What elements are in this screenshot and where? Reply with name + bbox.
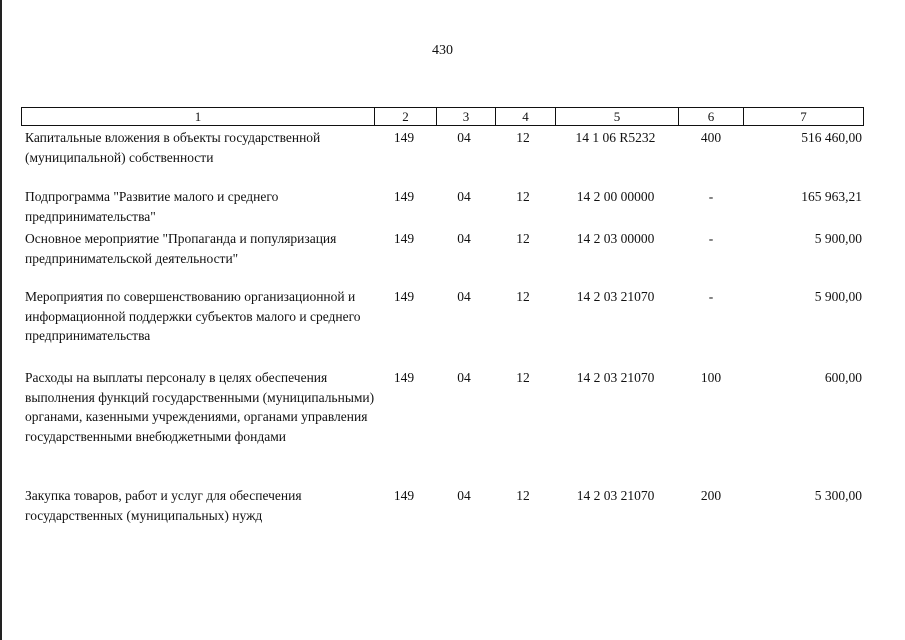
header-col-2: 2 <box>375 108 437 125</box>
row-name: Расходы на выплаты персоналу в целях обеспечения выполнения функций государственными (муниципальными) органами, казенными учреждениями, органами управления государственными внебюджетными фондами <box>25 370 375 444</box>
header-col-3: 3 <box>437 108 496 125</box>
row-target-article: 14 2 03 21070 <box>576 370 655 385</box>
row-subsection: 12 <box>516 370 530 385</box>
page-number: 430 <box>432 43 453 58</box>
row-name: Основное мероприятие "Пропаганда и популяризация предпринимательской деятельности" <box>25 231 337 266</box>
row-grbs: 149 <box>393 130 415 145</box>
table-header <box>21 107 864 126</box>
row-expense-type: 100 <box>700 370 722 385</box>
row-target-article: 14 2 03 00000 <box>576 231 655 246</box>
row-target-article: 14 2 03 21070 <box>576 488 655 503</box>
header-col-4: 4 <box>496 108 556 125</box>
row-grbs: 149 <box>393 370 415 385</box>
row-section: 04 <box>457 488 471 503</box>
row-expense-type: 400 <box>700 130 722 145</box>
row-name: Закупка товаров, работ и услуг для обеспечения государственных (муниципальных) нужд <box>25 488 302 523</box>
header-col-6: 6 <box>679 108 744 125</box>
row-section: 04 <box>457 231 471 246</box>
page-left-border <box>0 0 2 640</box>
row-sum: 165 963,21 <box>801 189 862 204</box>
row-sum: 516 460,00 <box>801 130 862 145</box>
row-section: 04 <box>457 189 471 204</box>
row-target-article: 14 1 06 R5232 <box>575 130 656 145</box>
row-expense-type: - <box>708 289 714 304</box>
row-expense-type: - <box>708 231 714 246</box>
row-grbs: 149 <box>393 231 415 246</box>
header-col-1: 1 <box>22 108 375 125</box>
row-sum: 5 300,00 <box>814 488 862 503</box>
row-section: 04 <box>457 289 471 304</box>
row-name: Мероприятия по совершенствованию организационной и информационной поддержки субъектов малого и среднего предпринимательства <box>25 289 361 343</box>
row-grbs: 149 <box>393 289 415 304</box>
row-sum: 5 900,00 <box>814 231 862 246</box>
row-target-article: 14 2 03 21070 <box>576 289 655 304</box>
row-sum: 600,00 <box>824 370 862 385</box>
row-subsection: 12 <box>516 189 530 204</box>
header-col-5: 5 <box>556 108 679 125</box>
row-subsection: 12 <box>516 130 530 145</box>
row-name: Капитальные вложения в объекты государственной (муниципальной) собственности <box>25 130 321 165</box>
row-subsection: 12 <box>516 289 530 304</box>
row-expense-type: - <box>708 189 714 204</box>
row-subsection: 12 <box>516 488 530 503</box>
row-sum: 5 900,00 <box>814 289 862 304</box>
row-section: 04 <box>457 130 471 145</box>
row-expense-type: 200 <box>700 488 722 503</box>
row-section: 04 <box>457 370 471 385</box>
row-grbs: 149 <box>393 488 415 503</box>
header-col-7: 7 <box>800 109 807 124</box>
row-subsection: 12 <box>516 231 530 246</box>
row-name: Подпрограмма "Развитие малого и среднего предпринимательства" <box>25 189 279 224</box>
row-grbs: 149 <box>393 189 415 204</box>
row-target-article: 14 2 00 00000 <box>576 189 655 204</box>
